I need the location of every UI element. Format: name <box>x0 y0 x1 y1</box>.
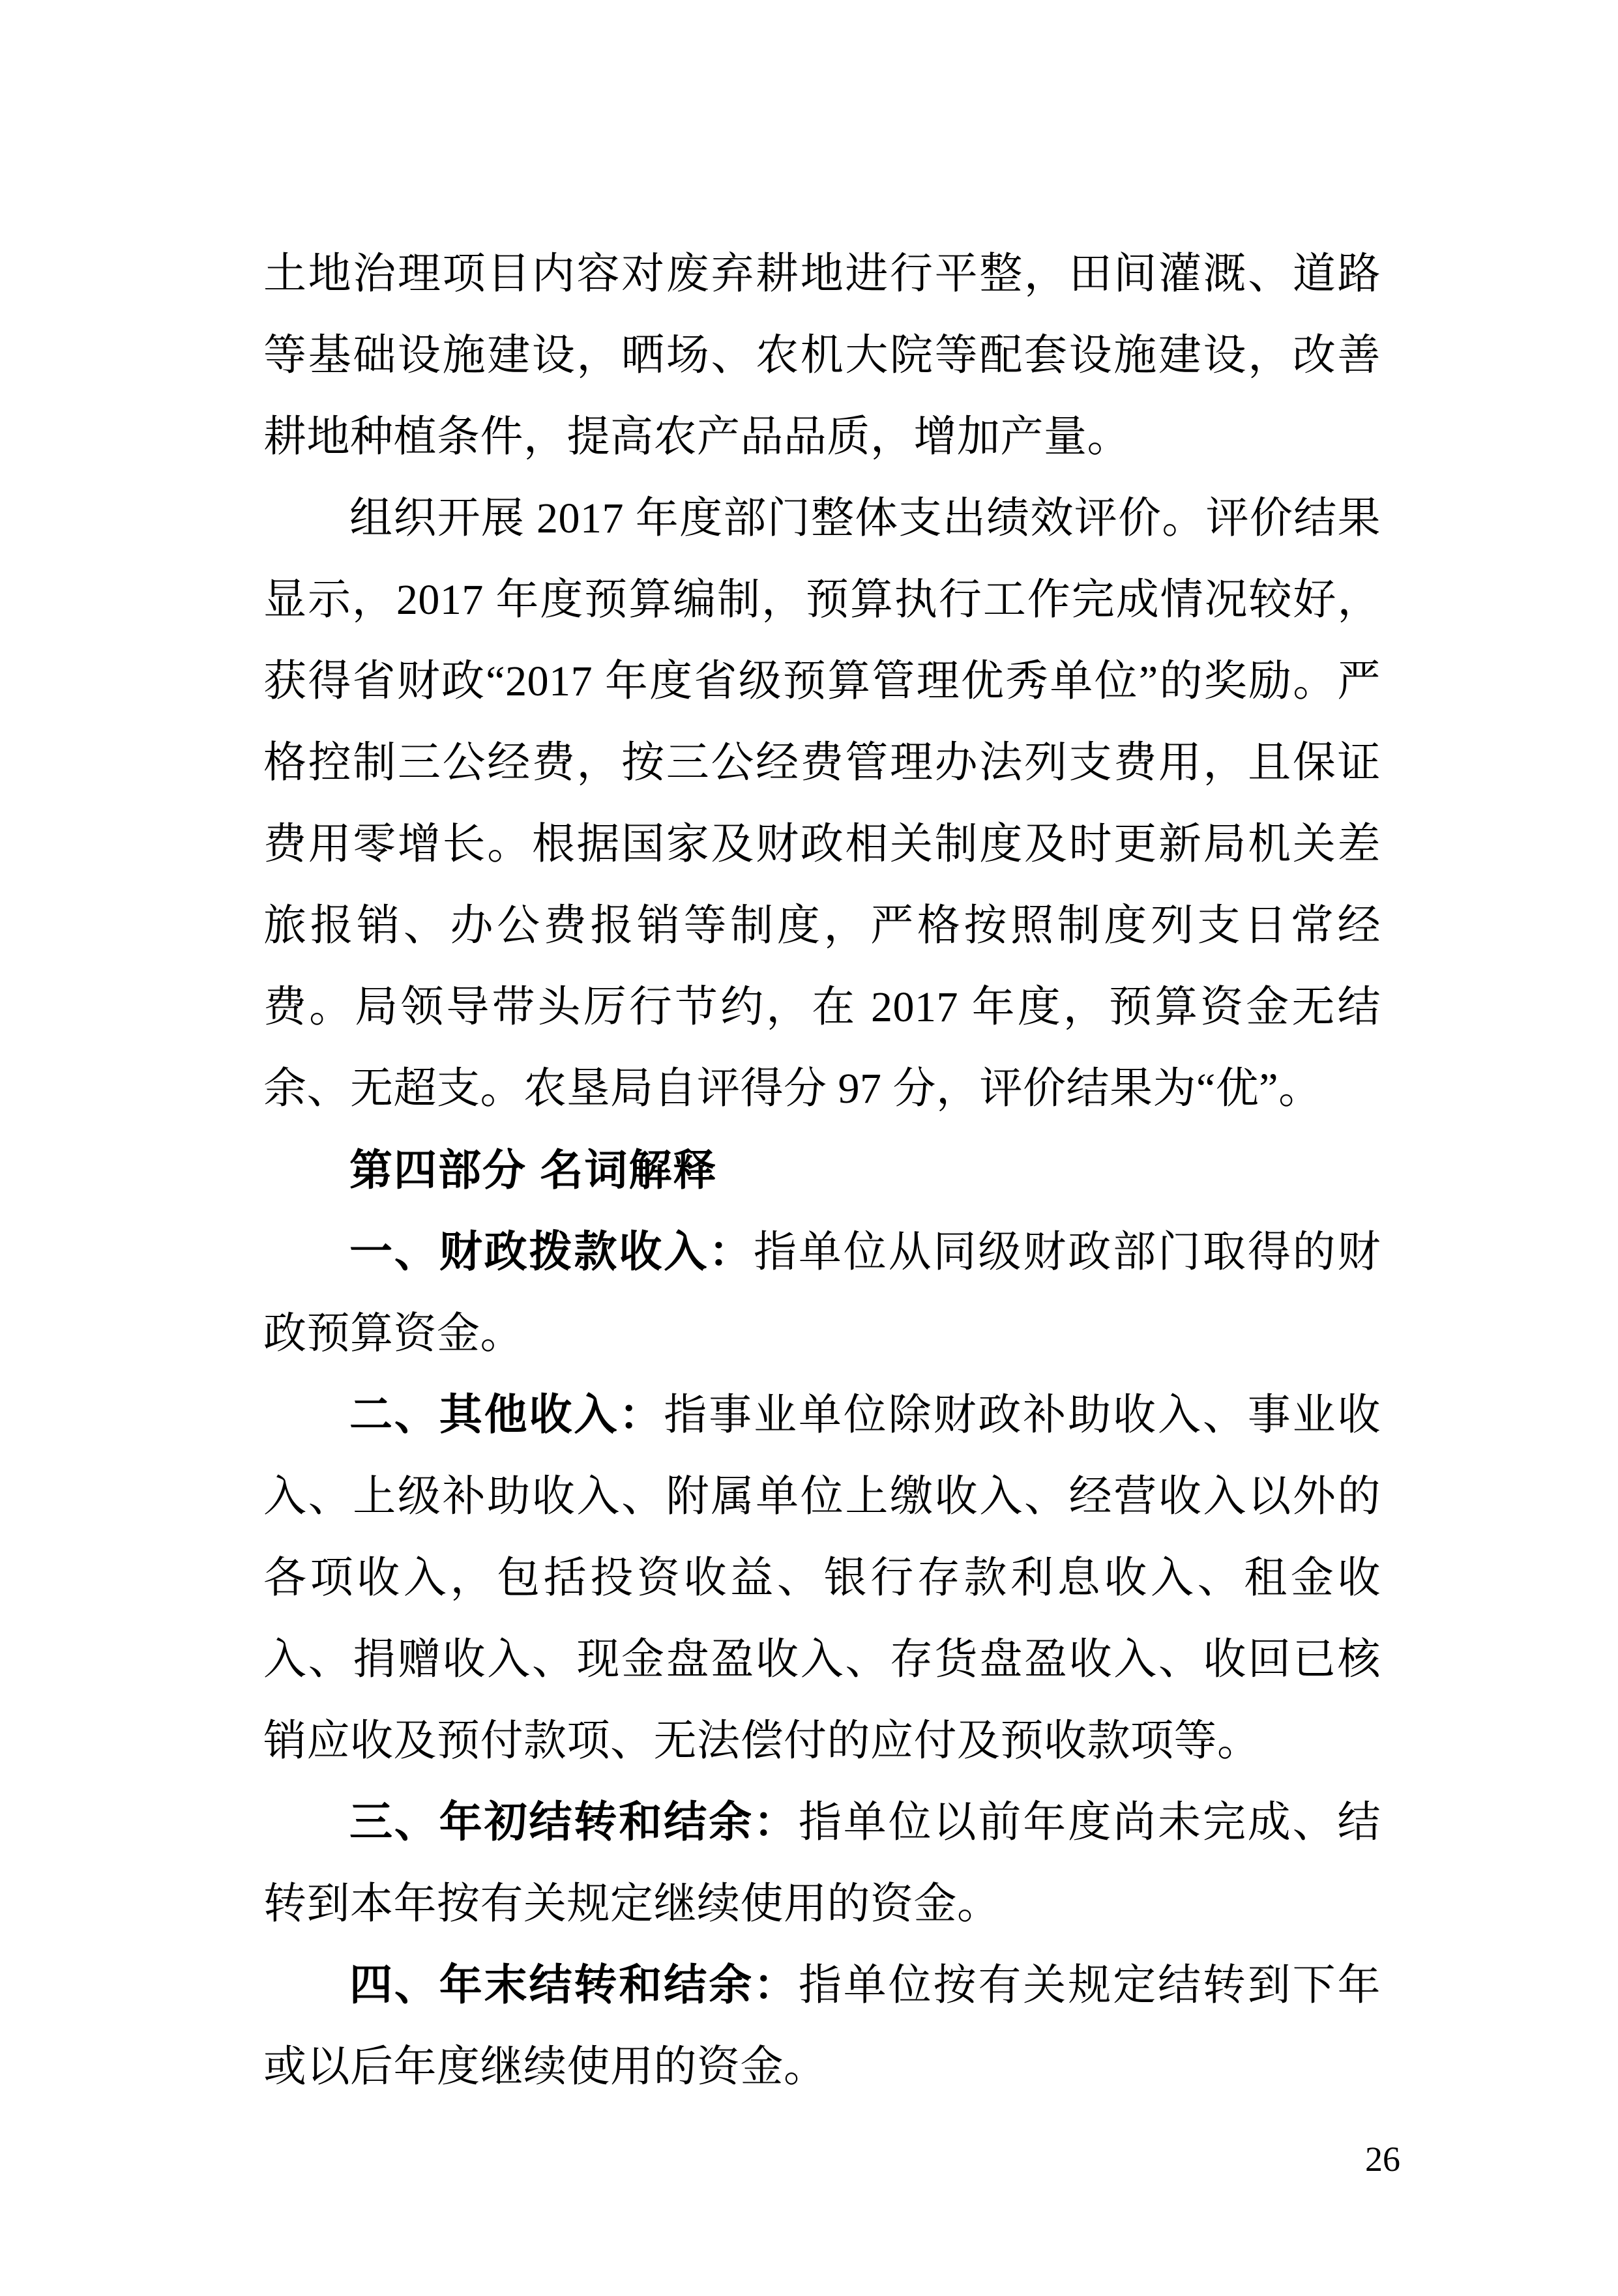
definition-label: 三、年初结转和结余： <box>349 1799 799 1846</box>
paragraph-text: 组织开展 2017 年度部门整体支出绩效评价。评价结果显示，2017 年度预算编制，预算执行工作完成情况较好，获得省财政“2017 年度省级预算管理优秀单位”的奖励。严格控制三公经费，按三公经费管理办法列支费用，且保证费用零增长。根据国家及财政相关制度及时更新局机关差旅报销、办公费报销等制度，严格按照制度列支日常经费。局领导带头厉行节约，在 2017 年度，预算资金无结余、无超支。农垦局自评得分 97 分，评价结果为“优”。 <box>263 495 1381 1112</box>
definition-text: 指单位以前年度尚未完成、结转到本年按有关规定继续使用的资金。 <box>263 1799 1381 1928</box>
definition-beginning-year-carryover <box>263 1782 1381 1945</box>
definition-text: 指事业单位除财政补助收入、事业收入、上级补助收入、附属单位上缴收入、经营收入以外的各项收入，包括投资收益、银行存款利息收入、租金收入、捐赠收入、现金盘盈收入、存货盘盈收入、收回已核销应收及预付款项、无法偿付的应付及预收款项等。 <box>263 1391 1381 1765</box>
page-number: 26 <box>1365 2140 1400 2179</box>
definition-fiscal-appropriation-income <box>263 1212 1381 1374</box>
section-heading-part4 <box>263 1129 1381 1212</box>
paragraph-text: 土地治理项目内容对废弃耕地进行平整，田间灌溉、道路等基础设施建设，晒场、农机大院等配套设施建设，改善耕地种植条件，提高农产品品质，增加产量。 <box>263 250 1381 461</box>
section-heading-text: 第四部分 名词解释 <box>349 1146 718 1194</box>
definition-label: 四、年末结转和结余： <box>349 1962 799 2009</box>
definition-text: 指单位从同级财政部门取得的财政预算资金。 <box>263 1228 1381 1358</box>
definition-label: 一、财政拨款收入： <box>349 1228 754 1276</box>
document-body <box>263 233 1381 2108</box>
paragraph-performance-evaluation <box>263 478 1381 1129</box>
definition-other-income <box>263 1374 1381 1782</box>
definition-year-end-carryover <box>263 1945 1381 2108</box>
paragraph-land-improvement <box>263 233 1381 478</box>
definition-text: 指单位按有关规定结转到下年或以后年度继续使用的资金。 <box>263 1962 1381 2091</box>
definition-label: 二、其他收入： <box>349 1391 664 1439</box>
